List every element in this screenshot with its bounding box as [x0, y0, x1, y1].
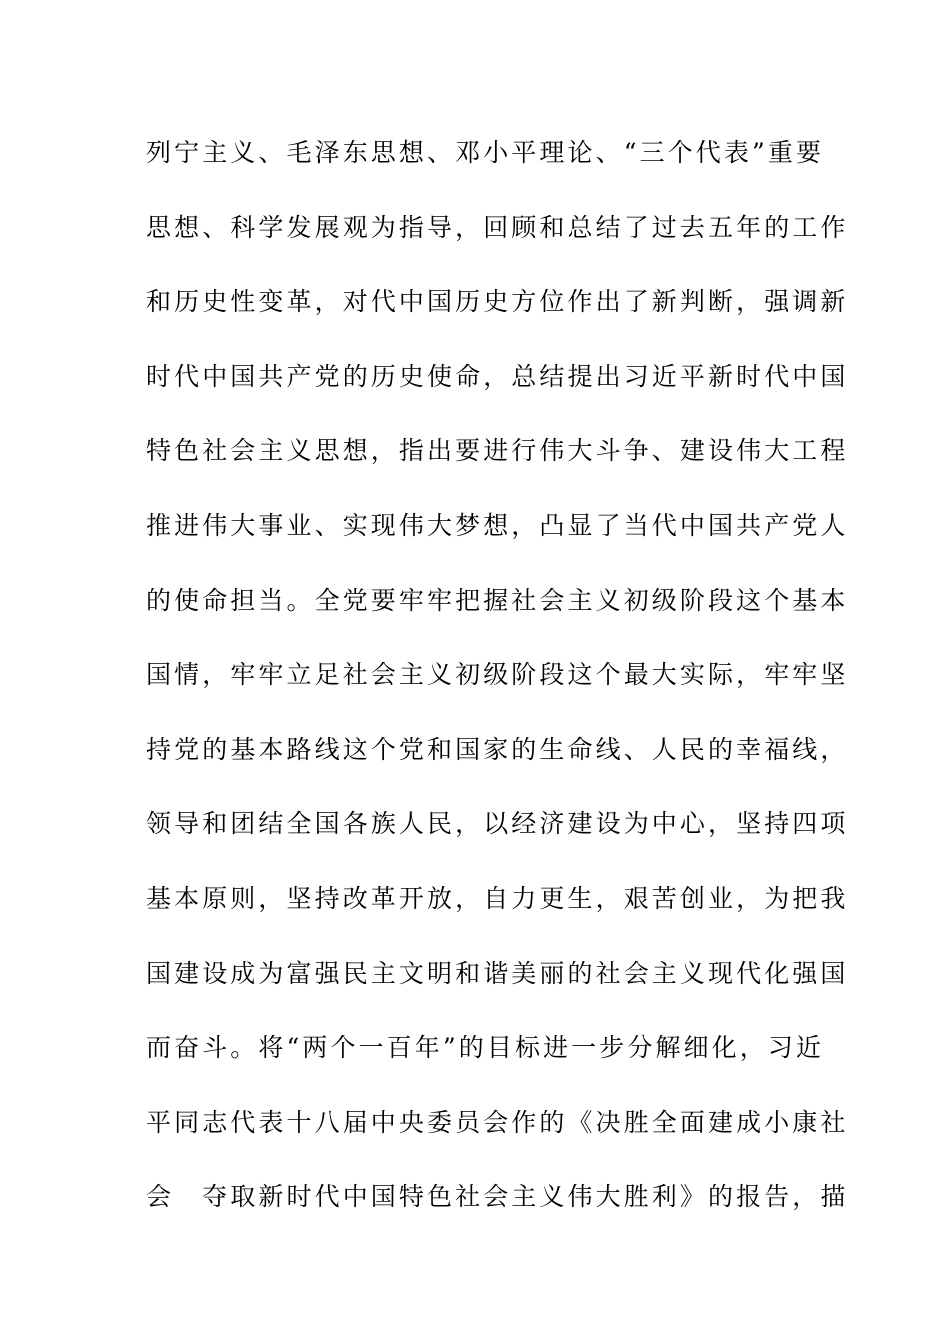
text-line-6: 推进伟大事业、实现伟大梦想，凸显了当代中国共产党人 — [146, 510, 849, 540]
text-line-9: 持党的基本路线这个党和国家的生命线、人民的幸福线， — [146, 734, 849, 764]
text-line-2: 思想、科学发展观为指导，回顾和总结了过去五年的工作 — [146, 212, 849, 242]
text-line-5: 特色社会主义思想，指出要进行伟大斗争、建设伟大工程 — [146, 436, 849, 466]
text-line-12: 国建设成为富强民主文明和谐美丽的社会主义现代化强国 — [146, 958, 849, 988]
body-text — [146, 130, 849, 1249]
text-line-10: 领导和团结全国各族人民，以经济建设为中心，坚持四项 — [146, 809, 849, 839]
text-line-3: 和历史性变革，对代中国历史方位作出了新判断，强调新 — [146, 287, 849, 317]
text-line-1: 列宁主义、毛泽东思想、邓小平理论、“三个代表”重要 — [146, 138, 825, 167]
text-line-15: 会 夺取新时代中国特色社会主义伟大胜利》的报告，描 — [146, 1182, 849, 1212]
text-line-7: 的使命担当。全党要牢牢把握社会主义初级阶段这个基本 — [146, 585, 849, 615]
text-line-14: 平同志代表十八届中央委员会作的《决胜全面建成小康社 — [146, 1107, 849, 1137]
text-line-11: 基本原则，坚持改革开放，自力更生，艰苦创业，为把我 — [146, 883, 849, 913]
text-line-4: 时代中国共产党的历史使命，总结提出习近平新时代中国 — [146, 361, 849, 391]
text-line-13: 而奋斗。将“两个一百年”的目标进一步分解细化，习近 — [146, 1033, 825, 1063]
text-line-8: 国情，牢牢立足社会主义初级阶段这个最大实际，牢牢坚 — [146, 660, 849, 690]
